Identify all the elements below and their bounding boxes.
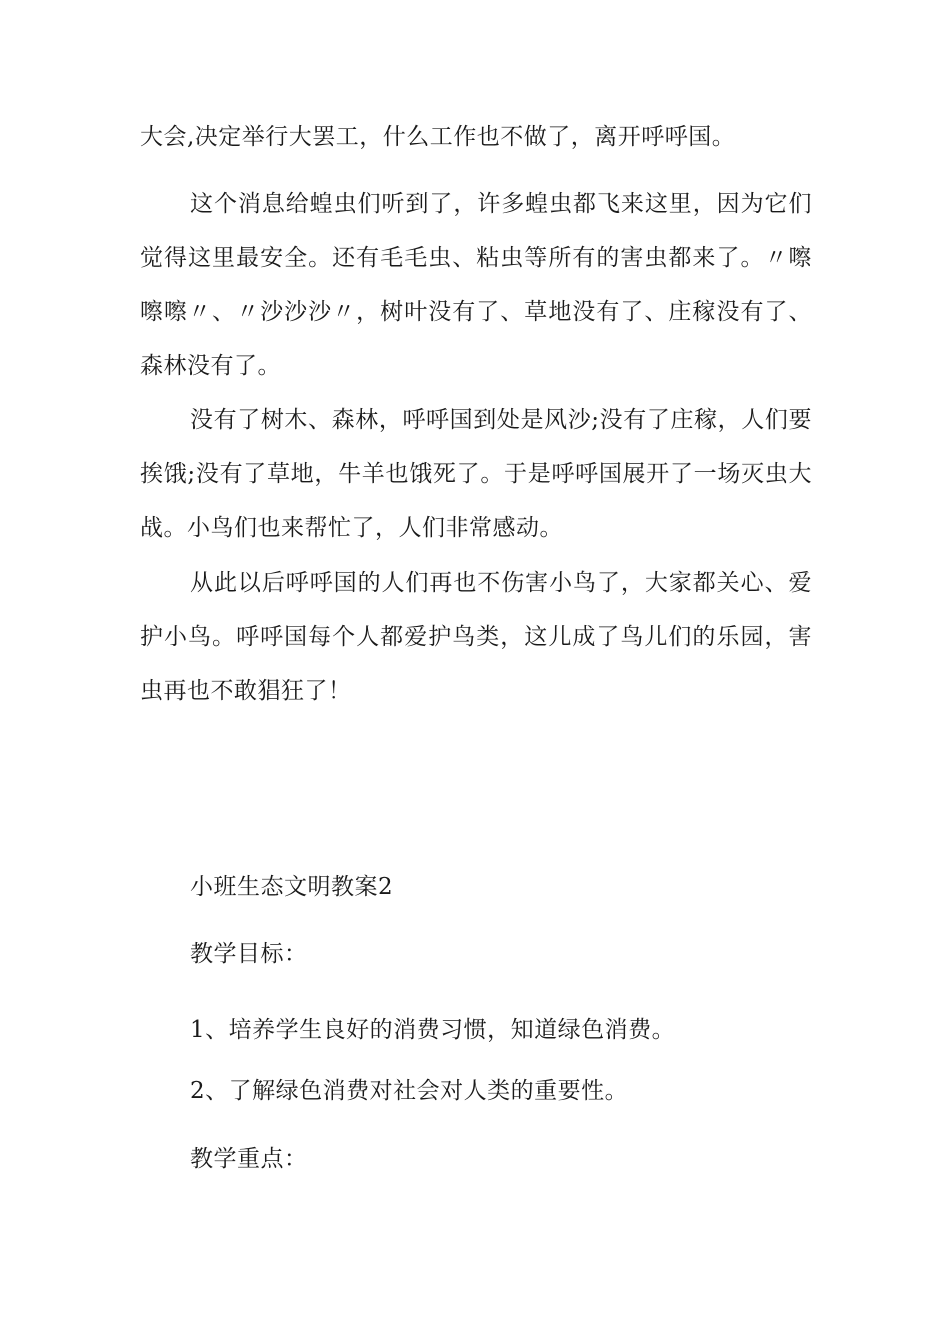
teaching-focus-heading: 教学重点： — [190, 1146, 308, 1172]
teaching-goal-item: 2、了解绿色消费对社会对人类的重要性。 — [190, 1078, 629, 1104]
paragraph-ending: 从此以后呼呼国的人们再也不伤害小鸟了，大家都关心、爱护小鸟。呼呼国每个人都爱护鸟类，这儿成了鸟儿们的乐园，害虫再也不敢猖狂了！ — [140, 570, 812, 704]
paragraph-locusts: 这个消息给蝗虫们听到了，许多蝗虫都飞来这里，因为它们觉得这里最安全。还有毛毛虫、粘虫等所有的害虫都来了。〃嚓嚓嚓〃、〃沙沙沙〃，树叶没有了、草地没有了、庄稼没有了、森林没有了。 — [140, 191, 812, 379]
paragraph-consequences: 没有了树木、森林，呼呼国到处是风沙;没有了庄稼，人们要挨饿;没有了草地，牛羊也饿死了。于是呼呼国展开了一场灭虫大战。小鸟们也来帮忙了，人们非常感动。 — [140, 407, 812, 541]
teaching-goals-heading: 教学目标： — [190, 941, 308, 967]
paragraph-continued: 大会,决定举行大罢工，什么工作也不做了，离开呼呼国。 — [140, 124, 736, 150]
teaching-goal-item: 1、培养学生良好的消费习惯，知道绿色消费。 — [190, 1017, 676, 1043]
section-title: 小班生态文明教案2 — [190, 874, 394, 900]
